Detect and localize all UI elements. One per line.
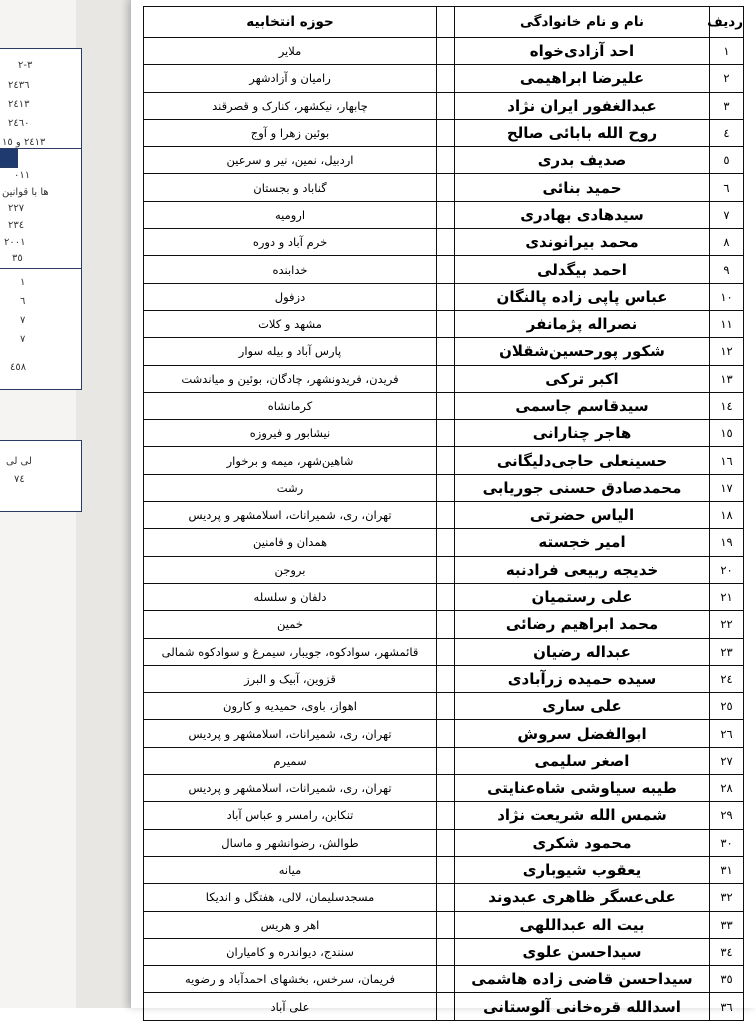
cell-spacer [437, 775, 455, 802]
cell-row-number: ٢٨ [710, 775, 744, 802]
cell-constituency: اردبیل، نمین، نیر و سرعین [144, 147, 437, 174]
cell-spacer [437, 283, 455, 310]
cell-constituency: خرم آباد و دوره [144, 229, 437, 256]
cell-constituency: علی آباد [144, 993, 437, 1020]
cell-spacer [437, 392, 455, 419]
background-text-fragment: ٢٤١٣ و ١٥ [2, 137, 46, 148]
table-body [144, 38, 744, 1021]
cell-constituency: مشهد و کلات [144, 310, 437, 337]
cell-constituency: سمیرم [144, 747, 437, 774]
table-row [144, 802, 744, 829]
cell-row-number: ١١ [710, 310, 744, 337]
table-row [144, 65, 744, 92]
cell-constituency: چابهار، نیکشهر، کنارک و قصرقند [144, 92, 437, 119]
cell-row-number: ٣ [710, 92, 744, 119]
cell-row-number: ٧ [710, 201, 744, 228]
cell-spacer [437, 993, 455, 1020]
cell-row-number: ١٤ [710, 392, 744, 419]
cell-row-number: ١٠ [710, 283, 744, 310]
cell-full-name: سیداحسن قاضی زاده هاشمی [455, 966, 710, 993]
cell-constituency: کرمانشاه [144, 392, 437, 419]
cell-row-number: ٨ [710, 229, 744, 256]
background-box-4 [0, 440, 82, 512]
cell-full-name: علیرضا ابراهیمی [455, 65, 710, 92]
cell-constituency: همدان و فامنین [144, 529, 437, 556]
table-row [144, 147, 744, 174]
table-row [144, 474, 744, 501]
cell-spacer [437, 147, 455, 174]
cell-full-name: علی‌عسگر ظاهری عبدوند [455, 884, 710, 911]
table-row [144, 502, 744, 529]
cell-spacer [437, 638, 455, 665]
cell-row-number: ٢٣ [710, 638, 744, 665]
cell-row-number: ١٧ [710, 474, 744, 501]
table-row [144, 556, 744, 583]
cell-constituency: سنندج، دیواندره و کامیاران [144, 938, 437, 965]
cell-constituency: بوئین زهرا و آوج [144, 119, 437, 146]
cell-full-name: صدیف بدری [455, 147, 710, 174]
header-full-name: نام و نام خانوادگی [455, 7, 710, 38]
cell-row-number: ٢٥ [710, 693, 744, 720]
table-row [144, 283, 744, 310]
cell-full-name: یعقوب شیوباری [455, 856, 710, 883]
cell-row-number: ٢٠ [710, 556, 744, 583]
cell-full-name: عبداله رضیان [455, 638, 710, 665]
cell-full-name: سیداحسن علوی [455, 938, 710, 965]
cell-full-name: محمدصادق حسنی جوریابی [455, 474, 710, 501]
cell-constituency: میانه [144, 856, 437, 883]
cell-spacer [437, 529, 455, 556]
cell-row-number: ١٦ [710, 447, 744, 474]
background-text-fragment: ٣-٢ [18, 60, 33, 71]
cell-spacer [437, 310, 455, 337]
cell-row-number: ٥ [710, 147, 744, 174]
table-row [144, 229, 744, 256]
table-row [144, 392, 744, 419]
cell-row-number: ٢٦ [710, 720, 744, 747]
cell-constituency: خمین [144, 611, 437, 638]
cell-full-name: سیدهادی بهادری [455, 201, 710, 228]
cell-constituency: دلفان و سلسله [144, 583, 437, 610]
table-row [144, 92, 744, 119]
header-row-number: ردیف [710, 7, 744, 38]
background-text-fragment: ٤٥٨ [10, 362, 27, 373]
cell-constituency: قائمشهر، سوادکوه، جویبار، سیمرغ و سوادکوه شمالی [144, 638, 437, 665]
cell-spacer [437, 556, 455, 583]
cell-row-number: ١ [710, 38, 744, 65]
background-text-fragment: لی لی [6, 456, 32, 467]
table-row [144, 775, 744, 802]
cell-constituency: فریدن، فریدونشهر، چادگان، بوئین و میاندشت [144, 365, 437, 392]
cell-spacer [437, 92, 455, 119]
cell-spacer [437, 911, 455, 938]
cell-spacer [437, 119, 455, 146]
cell-full-name: علی رستمیان [455, 583, 710, 610]
cell-row-number: ٩ [710, 256, 744, 283]
background-text-fragment: ٠١١ [14, 170, 31, 181]
document-sheet [131, 0, 756, 1016]
cell-full-name: امیر خجسته [455, 529, 710, 556]
cell-spacer [437, 747, 455, 774]
background-text-fragment: ٧٤ [14, 474, 25, 485]
cell-constituency: تهران، ری، شمیرانات، اسلامشهر و پردیس [144, 775, 437, 802]
cell-constituency: فریمان، سرخس، بخشهای احمدآباد و رضویه [144, 966, 437, 993]
table-row [144, 665, 744, 692]
background-text-fragment: ٢٢٧ [8, 203, 25, 214]
background-text-fragment: ٧ [20, 334, 26, 345]
cell-constituency: رامیان و آزادشهر [144, 65, 437, 92]
cell-constituency: نیشابور و فیروزه [144, 420, 437, 447]
table-row [144, 911, 744, 938]
table-row [144, 310, 744, 337]
table-row [144, 119, 744, 146]
table-row [144, 747, 744, 774]
table-row [144, 638, 744, 665]
cell-full-name: عباس پاپی زاده پالنگان [455, 283, 710, 310]
cell-spacer [437, 938, 455, 965]
cell-full-name: نصراله پژمانفر [455, 310, 710, 337]
cell-constituency: خدابنده [144, 256, 437, 283]
cell-constituency: مسجدسلیمان، لالی، هفتگل و اندیکا [144, 884, 437, 911]
background-text-fragment: ٢٤٣٦ [8, 80, 30, 91]
cell-row-number: ٢١ [710, 583, 744, 610]
cell-full-name: شکور پورحسین‌شقلان [455, 338, 710, 365]
cell-constituency: شاهین‌شهر، میمه و برخوار [144, 447, 437, 474]
cell-full-name: احمد بیگدلی [455, 256, 710, 283]
cell-row-number: ٦ [710, 174, 744, 201]
cell-full-name: بیت اله عبداللهی [455, 911, 710, 938]
cell-constituency: ملایر [144, 38, 437, 65]
cell-spacer [437, 502, 455, 529]
cell-spacer [437, 720, 455, 747]
cell-constituency: تهران، ری، شمیرانات، اسلامشهر و پردیس [144, 502, 437, 529]
table-row [144, 993, 744, 1020]
cell-full-name: اصغر سلیمی [455, 747, 710, 774]
background-text-fragment: ٢٣٤ [8, 220, 25, 231]
table-row [144, 856, 744, 883]
cell-row-number: ٣٠ [710, 829, 744, 856]
cell-row-number: ٣١ [710, 856, 744, 883]
table-row [144, 256, 744, 283]
cell-constituency: رشت [144, 474, 437, 501]
background-text-fragment: ٢٠٠١ [4, 237, 26, 248]
cell-constituency: بروجن [144, 556, 437, 583]
cell-spacer [437, 65, 455, 92]
table-row [144, 884, 744, 911]
cell-constituency: گناباد و بجستان [144, 174, 437, 201]
cell-constituency: ارومیه [144, 201, 437, 228]
cell-row-number: ١٨ [710, 502, 744, 529]
table-row [144, 720, 744, 747]
cell-row-number: ١٣ [710, 365, 744, 392]
cell-row-number: ١٢ [710, 338, 744, 365]
cell-constituency: اهواز، باوی، حمیدیه و کارون [144, 693, 437, 720]
cell-spacer [437, 611, 455, 638]
cell-spacer [437, 256, 455, 283]
background-text-fragment: ٣٥ [12, 253, 23, 264]
cell-full-name: خدیجه ربیعی فرادنبه [455, 556, 710, 583]
background-text-fragment: ٦ [20, 296, 26, 307]
cell-spacer [437, 884, 455, 911]
cell-spacer [437, 229, 455, 256]
cell-constituency: اهر و هریس [144, 911, 437, 938]
cell-spacer [437, 38, 455, 65]
cell-row-number: ٣٤ [710, 938, 744, 965]
cell-row-number: ٣٢ [710, 884, 744, 911]
table-row [144, 938, 744, 965]
header-constituency: حوزه انتخابیه [144, 7, 437, 38]
header-spacer-cell [437, 7, 455, 38]
cell-full-name: حمید بنائی [455, 174, 710, 201]
cell-constituency: تهران، ری، شمیرانات، اسلامشهر و پردیس [144, 720, 437, 747]
table-row [144, 529, 744, 556]
cell-full-name: شمس الله شریعت نژاد [455, 802, 710, 829]
table-row [144, 447, 744, 474]
cell-constituency: قزوین، آبیک و البرز [144, 665, 437, 692]
cell-full-name: اکبر ترکی [455, 365, 710, 392]
cell-spacer [437, 338, 455, 365]
cell-spacer [437, 802, 455, 829]
cell-spacer [437, 474, 455, 501]
cell-full-name: هاجر چنارانی [455, 420, 710, 447]
table-row [144, 966, 744, 993]
cell-full-name: علی ساری [455, 693, 710, 720]
cell-spacer [437, 966, 455, 993]
cell-full-name: سیده حمیده زرآبادی [455, 665, 710, 692]
cell-row-number: ٣٥ [710, 966, 744, 993]
cell-spacer [437, 447, 455, 474]
table-row [144, 829, 744, 856]
representatives-table [143, 6, 744, 1021]
background-box-dark [0, 148, 18, 168]
cell-row-number: ١٥ [710, 420, 744, 447]
cell-full-name: روح الله بابائی صالح [455, 119, 710, 146]
cell-row-number: ٢ [710, 65, 744, 92]
cell-constituency: تنکابن، رامسر و عباس آباد [144, 802, 437, 829]
cell-full-name: طیبه سیاوشی شاه‌عنایتی [455, 775, 710, 802]
cell-row-number: ١٩ [710, 529, 744, 556]
cell-full-name: محمود شکری [455, 829, 710, 856]
cell-spacer [437, 829, 455, 856]
cell-row-number: ٢٧ [710, 747, 744, 774]
table-row [144, 693, 744, 720]
cell-row-number: ٢٩ [710, 802, 744, 829]
cell-full-name: عبدالغفور ایران نژاد [455, 92, 710, 119]
cell-full-name: الیاس حضرتی [455, 502, 710, 529]
table-row [144, 338, 744, 365]
cell-spacer [437, 201, 455, 228]
background-text-fragment: ٢٤١٣ [8, 99, 30, 110]
cell-row-number: ٣٣ [710, 911, 744, 938]
cell-full-name: ابوالفضل سروش [455, 720, 710, 747]
table-header-row [144, 7, 744, 38]
cell-constituency: طوالش، رضوانشهر و ماسال [144, 829, 437, 856]
cell-full-name: محمد ابراهیم رضائی [455, 611, 710, 638]
cell-full-name: اسدالله قره‌خانی آلوستانی [455, 993, 710, 1020]
background-text-fragment: ها با قوانین [2, 187, 49, 198]
cell-full-name: سیدقاسم جاسمی [455, 392, 710, 419]
table-row [144, 420, 744, 447]
background-text-fragment: ١ [20, 277, 26, 288]
cell-full-name: حسینعلی حاجی‌دلیگانی [455, 447, 710, 474]
table-row [144, 174, 744, 201]
cell-row-number: ٢٢ [710, 611, 744, 638]
cell-spacer [437, 583, 455, 610]
cell-spacer [437, 856, 455, 883]
table-row [144, 38, 744, 65]
cell-row-number: ٢٤ [710, 665, 744, 692]
table-row [144, 201, 744, 228]
background-text-fragment: ٧ [20, 315, 26, 326]
cell-row-number: ٤ [710, 119, 744, 146]
background-text-fragment: ٢٤٦٠ [8, 118, 30, 129]
cell-constituency: دزفول [144, 283, 437, 310]
cell-full-name: محمد بیرانوندی [455, 229, 710, 256]
cell-row-number: ٣٦ [710, 993, 744, 1020]
cell-full-name: احد آزادی‌خواه [455, 38, 710, 65]
cell-spacer [437, 665, 455, 692]
cell-spacer [437, 693, 455, 720]
cell-spacer [437, 174, 455, 201]
cell-spacer [437, 420, 455, 447]
cell-constituency: پارس آباد و بیله سوار [144, 338, 437, 365]
cell-spacer [437, 365, 455, 392]
table-row [144, 365, 744, 392]
table-row [144, 583, 744, 610]
table-row [144, 611, 744, 638]
